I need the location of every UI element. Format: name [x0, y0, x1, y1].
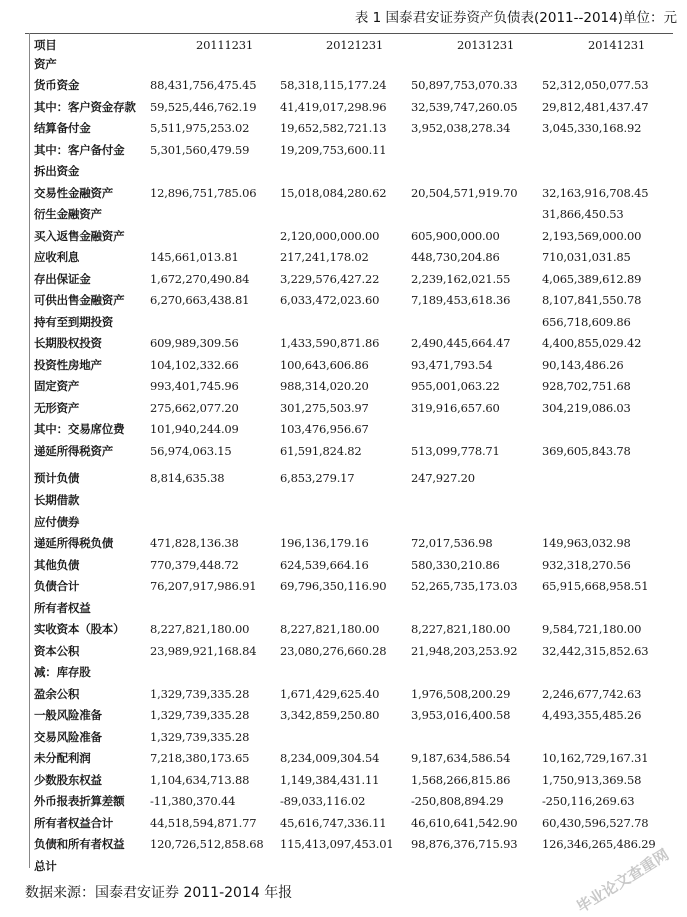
row-label: 拆出资金 — [34, 164, 80, 178]
row-label: 所有者权益合计 — [34, 815, 114, 830]
table-row — [25, 511, 673, 532]
row-label: 货币资金 — [34, 78, 80, 92]
row-value: 9,187,634,586.54 — [411, 751, 511, 765]
row-value: 932,318,270.56 — [542, 557, 631, 572]
table-row — [25, 419, 673, 440]
row-label: 长期股权投资 — [34, 336, 102, 350]
row-value: 2,193,569,000.00 — [542, 228, 642, 243]
table-row — [25, 333, 673, 354]
row-value: 304,219,086.03 — [542, 400, 631, 415]
row-value: 126,346,265,486.29 — [542, 837, 656, 851]
row-value: 8,227,821,180.00 — [150, 622, 250, 636]
table-row — [25, 640, 673, 661]
row-label: 负债和所有者权益 — [34, 837, 125, 851]
table-row — [25, 554, 673, 575]
row-value: 955,001,063.22 — [411, 379, 500, 393]
row-value: 44,518,594,871.77 — [150, 815, 257, 830]
row-value: 8,227,821,180.00 — [411, 622, 511, 636]
row-value: 1,568,266,815.86 — [411, 772, 511, 787]
row-value: 60,430,596,527.78 — [542, 815, 649, 830]
row-label: 其中：客户备付金 — [34, 142, 125, 157]
row-value: 20,504,571,919.70 — [411, 185, 518, 200]
row-label: 资产 — [34, 56, 57, 71]
header-2013: 20131231 — [457, 37, 514, 52]
table-row — [25, 397, 673, 418]
row-value: 471,828,136.38 — [150, 536, 239, 550]
row-value: 1,329,739,335.28 — [150, 686, 250, 701]
row-value: 76,207,917,986.91 — [150, 579, 257, 593]
table-row — [25, 225, 673, 246]
header-2011: 20111231 — [196, 37, 253, 52]
row-label: 总计 — [34, 858, 57, 873]
row-value: 7,189,453,618.36 — [411, 293, 511, 307]
row-value: 50,897,753,070.33 — [411, 78, 518, 92]
row-label: 存出保证金 — [34, 271, 91, 286]
row-label: 所有者权益 — [34, 600, 91, 615]
row-label: 一般风险准备 — [34, 708, 102, 722]
row-label: 结算备付金 — [34, 121, 91, 135]
header-2014: 20141231 — [588, 37, 645, 52]
row-value: 32,163,916,708.45 — [542, 185, 649, 200]
row-value: 3,229,576,427.22 — [280, 271, 380, 286]
header-item: 项目 — [34, 37, 57, 52]
row-value: 8,107,841,550.78 — [542, 293, 642, 307]
table-row — [25, 662, 673, 683]
row-value: 1,104,634,713.88 — [150, 772, 250, 787]
row-value: 120,726,512,858.68 — [150, 837, 264, 851]
row-value: 301,275,503.97 — [280, 400, 369, 415]
row-label: 外币报表折算差额 — [34, 794, 125, 808]
row-value: 513,099,778.71 — [411, 443, 500, 458]
row-value: 41,419,017,298.96 — [280, 99, 387, 114]
row-value: 52,265,735,173.03 — [411, 579, 518, 593]
row-value: 988,314,020.20 — [280, 379, 369, 393]
row-label: 固定资产 — [34, 379, 80, 393]
row-value: 1,149,384,431.11 — [280, 772, 380, 787]
row-label: 其中：客户资金存款 — [34, 99, 136, 114]
row-value: 1,329,739,335.28 — [150, 708, 250, 722]
row-value: 4,400,855,029.42 — [542, 336, 642, 350]
data-source-note: 数据来源：国泰君安证券 2011-2014 年报 — [25, 885, 293, 901]
row-label: 交易性金融资产 — [34, 185, 114, 200]
row-label: 其他负债 — [34, 557, 80, 572]
row-label: 实收资本（股本） — [34, 622, 125, 636]
table-row — [25, 53, 673, 74]
table-row — [25, 533, 673, 554]
row-value: 90,143,486.26 — [542, 357, 624, 372]
row-value: 4,493,355,485.26 — [542, 708, 642, 722]
table-row — [25, 161, 673, 182]
row-value: 275,662,077.20 — [150, 400, 239, 415]
row-value: 21,948,203,253.92 — [411, 643, 518, 658]
table-row — [25, 791, 673, 812]
row-value: 1,976,508,200.29 — [411, 686, 511, 701]
row-value: 3,342,859,250.80 — [280, 708, 380, 722]
row-value: 19,209,753,600.11 — [280, 142, 387, 157]
watermark-text: 毕业论文查重网 — [573, 845, 673, 917]
row-value: 149,963,032.98 — [542, 536, 631, 550]
table-row — [25, 834, 673, 855]
row-value: 10,162,729,167.31 — [542, 751, 649, 765]
row-value: -250,808,894.29 — [411, 794, 504, 808]
row-value: 58,318,115,177.24 — [280, 78, 387, 92]
row-value: 770,379,448.72 — [150, 557, 239, 572]
row-value: 23,080,276,660.28 — [280, 643, 387, 658]
row-value: 4,065,389,612.89 — [542, 271, 642, 286]
row-value: 6,853,279.17 — [280, 471, 355, 485]
header-2012: 20121231 — [326, 37, 383, 52]
table-row — [25, 812, 673, 833]
table-row — [25, 468, 673, 489]
row-value: 196,136,179.16 — [280, 536, 369, 550]
row-label: 投资性房地产 — [34, 357, 102, 372]
row-value: 8,227,821,180.00 — [280, 622, 380, 636]
table-row — [25, 376, 673, 397]
table-row — [25, 683, 673, 704]
row-value: 56,974,063.15 — [150, 443, 232, 458]
row-label: 长期借款 — [34, 493, 80, 507]
table-row — [25, 597, 673, 618]
row-value: 6,270,663,438.81 — [150, 293, 250, 307]
row-label: 其中：交易席位费 — [34, 422, 125, 436]
row-value: 101,940,244.09 — [150, 422, 239, 436]
row-value: 8,814,635.38 — [150, 471, 225, 485]
row-label: 交易风险准备 — [34, 729, 102, 744]
table-row — [25, 247, 673, 268]
row-value: 656,718,609.86 — [542, 314, 631, 329]
row-label: 衍生金融资产 — [34, 207, 102, 221]
header-row — [25, 34, 673, 55]
row-value: 624,539,664.16 — [280, 557, 369, 572]
row-value: 1,433,590,871.86 — [280, 336, 380, 350]
row-value: 145,661,013.81 — [150, 250, 239, 264]
table-row — [25, 490, 673, 511]
row-label: 少数股东权益 — [34, 772, 102, 787]
row-value: -89,033,116.02 — [280, 794, 366, 808]
row-value: 7,218,380,173.65 — [150, 751, 250, 765]
row-value: 72,017,536.98 — [411, 536, 493, 550]
row-value: 23,989,921,168.84 — [150, 643, 257, 658]
row-label: 盈余公积 — [34, 686, 80, 701]
row-label: 预计负债 — [34, 471, 80, 485]
row-value: 5,511,975,253.02 — [150, 121, 250, 135]
table-row — [25, 705, 673, 726]
table-row — [25, 354, 673, 375]
row-label: 递延所得税负债 — [34, 536, 114, 550]
row-value: 52,312,050,077.53 — [542, 78, 649, 92]
table-row — [25, 268, 673, 289]
row-value: 580,330,210.86 — [411, 557, 500, 572]
table-row — [25, 769, 673, 790]
table-row — [25, 855, 673, 876]
row-value: 2,120,000,000.00 — [280, 228, 380, 243]
row-value: -11,380,370.44 — [150, 794, 236, 808]
row-label: 持有至到期投资 — [34, 314, 114, 329]
row-value: 319,916,657.60 — [411, 400, 500, 415]
row-value: 32,442,315,852.63 — [542, 643, 649, 658]
row-value: 3,952,038,278.34 — [411, 121, 511, 135]
row-value: 928,702,751.68 — [542, 379, 631, 393]
row-value: 9,584,721,180.00 — [542, 622, 642, 636]
table-row — [25, 748, 673, 769]
row-label: 未分配利润 — [34, 751, 91, 765]
row-label: 买入返售金融资产 — [34, 228, 125, 243]
table-row — [25, 619, 673, 640]
row-label: 递延所得税资产 — [34, 443, 114, 458]
row-value: 100,643,606.86 — [280, 357, 369, 372]
row-label: 无形资产 — [34, 400, 80, 415]
row-value: 1,329,739,335.28 — [150, 729, 250, 744]
table-row — [25, 96, 673, 117]
row-value: 1,672,270,490.84 — [150, 271, 250, 286]
row-value: 3,953,016,400.58 — [411, 708, 511, 722]
table-row — [25, 182, 673, 203]
row-value: 59,525,446,762.19 — [150, 99, 257, 114]
row-value: 19,652,582,721.13 — [280, 121, 387, 135]
row-value: 88,431,756,475.45 — [150, 78, 257, 92]
table-row — [25, 118, 673, 139]
row-label: 资本公积 — [34, 643, 80, 658]
row-label: 应收利息 — [34, 250, 80, 264]
row-value: 247,927.20 — [411, 471, 475, 485]
table-row — [25, 440, 673, 461]
row-value: 46,610,641,542.90 — [411, 815, 518, 830]
row-value: -250,116,269.63 — [542, 794, 635, 808]
row-label: 应付债券 — [34, 514, 80, 529]
row-value: 69,796,350,116.90 — [280, 579, 387, 593]
row-value: 1,750,913,369.58 — [542, 772, 642, 787]
row-value: 1,671,429,625.40 — [280, 686, 380, 701]
table-row — [25, 204, 673, 225]
row-value: 217,241,178.02 — [280, 250, 369, 264]
row-value: 609,989,309.56 — [150, 336, 239, 350]
row-label: 负债合计 — [34, 579, 80, 593]
row-value: 2,239,162,021.55 — [411, 271, 511, 286]
table-row — [25, 726, 673, 747]
row-label: 可供出售金融资产 — [34, 293, 125, 307]
row-value: 8,234,009,304.54 — [280, 751, 380, 765]
row-value: 93,471,793.54 — [411, 357, 493, 372]
table-row — [25, 311, 673, 332]
row-value: 6,033,472,023.60 — [280, 293, 380, 307]
table-row — [25, 75, 673, 96]
row-value: 605,900,000.00 — [411, 228, 500, 243]
row-value: 12,896,751,785.06 — [150, 185, 257, 200]
row-value: 45,616,747,336.11 — [280, 815, 387, 830]
row-value: 993,401,745.96 — [150, 379, 239, 393]
row-value: 29,812,481,437.47 — [542, 99, 649, 114]
row-value: 61,591,824.82 — [280, 443, 362, 458]
row-value: 65,915,668,958.51 — [542, 579, 649, 593]
row-value: 2,490,445,664.47 — [411, 336, 511, 350]
row-value: 15,018,084,280.62 — [280, 185, 387, 200]
row-label: 减：库存股 — [34, 665, 91, 679]
row-value: 32,539,747,260.05 — [411, 99, 518, 114]
row-value: 369,605,843.78 — [542, 443, 631, 458]
table-row — [25, 576, 673, 597]
row-value: 31,866,450.53 — [542, 207, 624, 221]
row-value: 710,031,031.85 — [542, 250, 631, 264]
table-row — [25, 139, 673, 160]
row-value: 98,876,376,715.93 — [411, 837, 518, 851]
table-row — [25, 290, 673, 311]
row-value: 3,045,330,168.92 — [542, 121, 642, 135]
row-value: 104,102,332.66 — [150, 357, 239, 372]
table-title: 表 1 国泰君安证券资产负债表(2011--2014)单位：元 — [354, 10, 677, 26]
row-value: 103,476,956.67 — [280, 422, 369, 436]
row-value: 2,246,677,742.63 — [542, 686, 642, 701]
row-value: 448,730,204.86 — [411, 250, 500, 264]
row-value: 115,413,097,453.01 — [280, 837, 394, 851]
row-value: 5,301,560,479.59 — [150, 142, 250, 157]
